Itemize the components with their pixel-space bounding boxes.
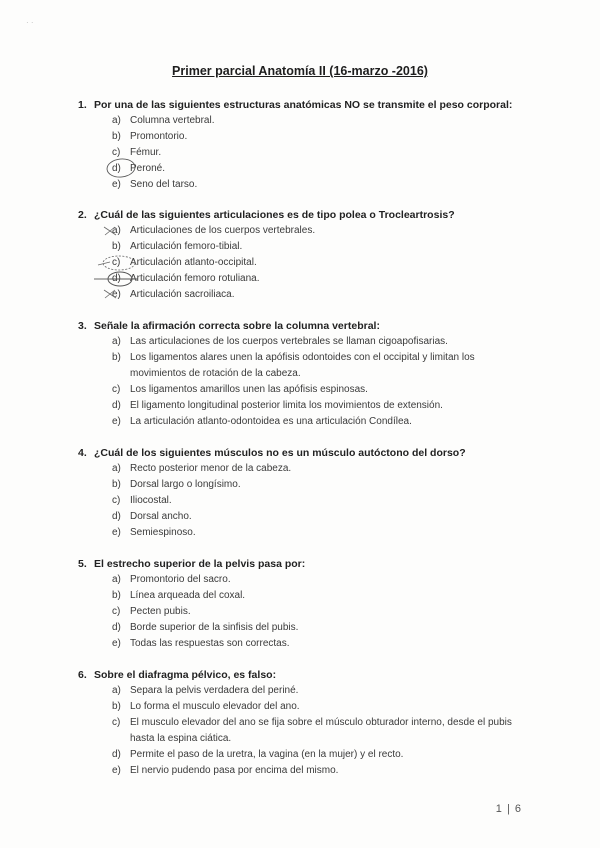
option-b: b) Dorsal largo o longísimo.: [112, 479, 241, 490]
option-a: a) Articulaciones de los cuerpos vertebrales.: [112, 225, 316, 236]
question-2: [78, 207, 528, 303]
option-c: c) Fémur.: [112, 147, 162, 158]
option-e: e) Articulación sacroiliaca.: [112, 289, 235, 300]
question-number: 4.: [78, 447, 87, 459]
option-b: b) Articulación femoro-tibial.: [112, 241, 243, 252]
option-d: d) Articulación femoro rotuliana.: [112, 273, 260, 284]
question-text: Sobre el diafragma pélvico, es falso:: [94, 669, 277, 681]
page-title: Primer parcial Anatomía II (16-marzo -2016): [172, 64, 428, 78]
option-e: e) La articulación atlanto-odontoidea es una articulación Condílea.: [112, 416, 412, 427]
option-b: b) Línea arqueada del coxal.: [112, 590, 246, 601]
scan-artifact: · ·: [26, 18, 34, 27]
question-number: 5.: [78, 558, 87, 570]
option-d: d) Peroné.: [112, 163, 166, 174]
option-c: c) El musculo elevador del ano se fija sobre el músculo obturador interno, desde el pubis hasta la espina ciática.: [112, 717, 512, 744]
option-e: e) Seno del tarso.: [112, 179, 198, 190]
option-b: b) Promontorio.: [112, 131, 188, 142]
option-b: b) Los ligamentos alares unen la apófisis odontoides con el occipital y limitan los movimientos de rotación de la cabeza.: [112, 352, 475, 379]
option-b: b) Lo forma el musculo elevador del ano.: [112, 701, 300, 712]
option-c: c) Los ligamentos amarillos unen las apófisis espinosas.: [112, 384, 368, 395]
option-a: a) Separa la pelvis verdadera del periné.: [112, 685, 299, 696]
option-a: a) Recto posterior menor de la cabeza.: [112, 463, 292, 474]
page-number: 1 | 6: [495, 803, 522, 815]
question-text: ¿Cuál de las siguientes articulaciones es de tipo polea o Trocleartrosis?: [94, 209, 455, 221]
question-6: [78, 667, 528, 779]
question-text: ¿Cuál de los siguientes músculos no es un músculo autóctono del dorso?: [94, 447, 466, 459]
option-a: a) Promontorio del sacro.: [112, 574, 231, 585]
question-text: El estrecho superior de la pelvis pasa por:: [94, 558, 306, 570]
option-d: d) Permite el paso de la uretra, la vagina (en la mujer) y el recto.: [112, 749, 404, 760]
question-number: 3.: [78, 320, 87, 332]
option-a: a) Columna vertebral.: [112, 115, 215, 126]
option-c: c) Pecten pubis.: [112, 606, 191, 617]
question-number: 2.: [78, 209, 87, 221]
question-number: 6.: [78, 669, 87, 681]
option-c: c) Iliocostal.: [112, 495, 172, 506]
question-3: [78, 318, 528, 430]
question-1: [78, 97, 528, 193]
option-a: a) Las articulaciones de los cuerpos vertebrales se llaman cigoapofisarias.: [112, 336, 448, 347]
option-c: c) Articulación atlanto-occipital.: [112, 257, 257, 268]
option-d: d) Borde superior de la sinfisis del pubis.: [112, 622, 299, 633]
question-text: Por una de las siguientes estructuras anatómicas NO se transmite el peso corporal:: [94, 99, 513, 111]
option-e: e) Todas las respuestas son correctas.: [112, 638, 290, 649]
option-d: d) Dorsal ancho.: [112, 511, 192, 522]
option-d: d) El ligamento longitudinal posterior limita los movimientos de extensión.: [112, 400, 443, 411]
option-e: e) El nervio pudendo pasa por encima del mismo.: [112, 765, 339, 776]
question-5: [78, 556, 528, 652]
question-text: Señale la afirmación correcta sobre la columna vertebral:: [94, 320, 380, 332]
question-number: 1.: [78, 99, 87, 111]
question-4: [78, 445, 528, 541]
option-e: e) Semiespinoso.: [112, 527, 196, 538]
